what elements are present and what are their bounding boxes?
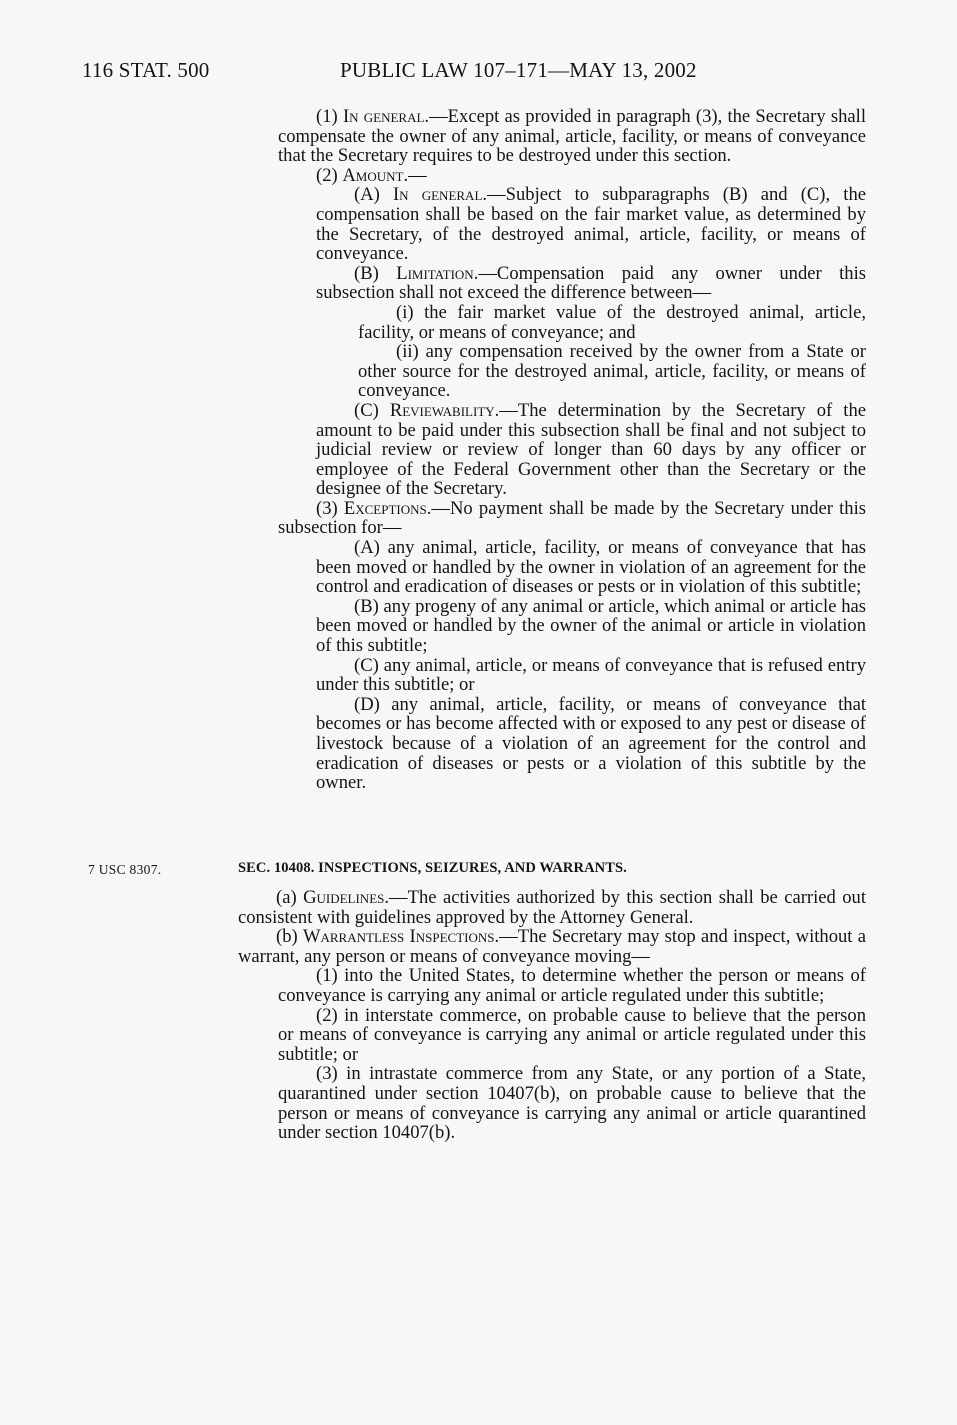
subparagraph-c: (C) Reviewability.—The determination by the Secretary of the amount to be paid under this subsection shall be final and not subject to judicial review or review of longer than 60 days by any officer or employee of the Federal Government other than the Secretary or the designee of the Secretary.	[316, 399, 866, 500]
subsection-b-2: (2) in interstate commerce, on probable cause to believe that the person or means of conveyance is carrying any animal or article regulated under this subtitle; or	[278, 1004, 866, 1065]
subsection-b-1: (1) into the United States, to determine whether the person or means of conveyance is carrying any animal or article regulated under this subtitle;	[278, 965, 866, 1006]
public-law-title: PUBLIC LAW 107–171—MAY 13, 2002	[340, 58, 697, 82]
section-10408-text	[238, 888, 866, 1143]
paragraph-1: (1) In general.—Except as provided in paragraph (3), the Secretary shall compensate the owner of any animal, article, facility, or means of conveyance that the Secretary requires to be destroyed under this section.	[278, 106, 866, 167]
paragraph-2: (2) Amount.—	[316, 164, 427, 186]
paragraph-3-heading: Exceptions	[343, 497, 427, 519]
paragraph-3: (3) Exceptions.—No payment shall be made by the Secretary under this subsection for—	[278, 497, 866, 539]
paragraph-1-heading: In general	[342, 106, 425, 127]
usc-margin-note: 7 USC 8307.	[88, 862, 162, 877]
subparagraph-a: (A) In general.—Subject to subparagraphs (B) and (C), the compensation shall be based on the fair market value, as determined by the Secretary, of the destroyed animal, article, facility, or means of conveyance.	[316, 184, 867, 265]
exception-a: (A) any animal, article, facility, or means of conveyance that has been moved or handled by the owner in violation of an agreement for the control and eradication of diseases or pests or in violation of this subtitle;	[316, 537, 866, 598]
subparagraph-c-heading: Reviewability	[389, 399, 495, 421]
exception-c: (C) any animal, article, or means of conveyance that is refused entry under this subtitle; or	[316, 654, 866, 696]
clause-i: (i) the fair market value of the destroyed animal, article, facility, or means of conveyance; and	[358, 301, 866, 343]
paragraph-2-heading: Amount	[342, 164, 404, 186]
subsection-a: (a) Guidelines.—The activities authorized by this section shall be carried out consistent with guidelines approved by the Attorney General.	[238, 887, 866, 928]
subsection-b: (b) Warrantless Inspections.—The Secretary may stop and inspect, without a warrant, any person or means of conveyance moving—	[238, 926, 866, 967]
statute-page-number: 116 STAT. 500	[82, 58, 210, 82]
clause-ii: (ii) any compensation received by the owner from a State or other source for the destroyed animal, article, facility, or means of conveyance.	[358, 341, 866, 402]
section-heading: SEC. 10408. INSPECTIONS, SEIZURES, AND WARRANTS.	[238, 860, 627, 876]
subparagraph-b: (B) Limitation.—Compensation paid any owner under this subsection shall not exceed the difference between—	[316, 262, 866, 304]
exception-d: (D) any animal, article, facility, or means of conveyance that becomes or has become affected with or exposed to any pest or disease of livestock because of a violation of an agreement for the control and eradication of diseases or pests or a violation of this subtitle by the owner.	[316, 693, 866, 794]
subsection-a-heading: Guidelines	[303, 887, 385, 908]
subsection-b-3: (3) in intrastate commerce from any State, or any portion of a State, quarantined under section 10407(b), on probable cause to believe that the person or means of conveyance is carrying any animal or article quarantined under section 10407(b).	[278, 1063, 866, 1144]
subparagraph-a-heading: In general	[392, 184, 483, 206]
compensation-text	[278, 107, 866, 793]
subsection-b-heading: Warrantless Inspections	[302, 926, 495, 948]
subparagraph-b-heading: Limitation	[396, 262, 474, 284]
exception-b: (B) any progeny of any animal or article, which animal or article has been moved or handled by the owner of the animal or article in violation of this subtitle;	[316, 595, 866, 657]
